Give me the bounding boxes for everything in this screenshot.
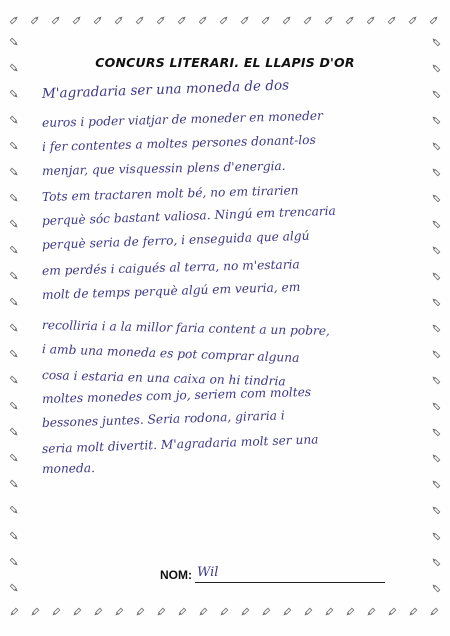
pencil-icon: [432, 246, 440, 254]
text-line: menjar, que visquessin plens d'energia.: [41, 158, 286, 178]
pencil-icon: [136, 16, 144, 24]
pencil-icon: [283, 16, 291, 24]
pencil-icon: [10, 142, 18, 150]
pencil-icon: [73, 608, 81, 616]
pencil-icon: [432, 220, 440, 228]
pencil-icon: [178, 16, 186, 24]
text-line: i fer contentes a moltes persones donant-los: [41, 132, 316, 154]
pencil-icon: [432, 506, 440, 514]
pencil-icon: [432, 272, 440, 280]
pencil-icon: [262, 608, 270, 616]
text-line: moltes monedes com jo, seriem com moltes: [41, 384, 312, 406]
pencil-icon: [388, 608, 396, 616]
pencil-icon: [10, 220, 18, 228]
pencil-icon: [31, 608, 39, 616]
pencil-icon: [432, 116, 440, 124]
pencil-icon: [241, 16, 249, 24]
name-value: Wil: [197, 565, 219, 580]
pencil-icon: [10, 194, 18, 202]
pencil-icon: [10, 90, 18, 98]
text-line: M'agradaria ser una moneda de dos: [41, 77, 290, 102]
pencil-icon: [220, 16, 228, 24]
pencil-icon: [10, 454, 18, 462]
pencil-icon: [432, 428, 440, 436]
text-line: perquè seria de ferro, i enseguida que algú: [41, 228, 310, 252]
pencil-icon: [10, 532, 18, 540]
pencil-icon: [10, 428, 18, 436]
pencil-icon: [10, 38, 18, 46]
text-line: molt de temps perquè algú em veuria, em: [41, 279, 301, 302]
pencil-icon: [10, 608, 18, 616]
pencil-icon: [325, 608, 333, 616]
text-line: recolliria i a la millor faria content a un pobre,: [41, 318, 331, 339]
pencil-icon: [432, 38, 440, 46]
pencil-icon: [432, 142, 440, 150]
pencil-icon: [432, 194, 440, 202]
pencil-icon: [432, 324, 440, 332]
pencil-icon: [10, 558, 18, 566]
pencil-icon: [409, 16, 417, 24]
pencil-icon: [157, 608, 165, 616]
pencil-icon: [94, 608, 102, 616]
pencil-icon: [10, 298, 18, 306]
text-line: em perdés i caigués al terra, no m'estaria: [41, 257, 300, 278]
pencil-icon: [199, 16, 207, 24]
pencil-icon: [432, 532, 440, 540]
pencil-icon: [304, 16, 312, 24]
pencil-icon: [283, 608, 291, 616]
pencil-icon: [10, 116, 18, 124]
pencil-icon: [10, 402, 18, 410]
pencil-icon: [10, 350, 18, 358]
pencil-icon: [52, 608, 60, 616]
pencil-icon: [432, 558, 440, 566]
text-line: Tots em tractaren molt bé, no em tirarien: [41, 183, 299, 204]
pencil-icon: [10, 246, 18, 254]
pencil-icon: [136, 608, 144, 616]
text-line: seria molt divertit. M'agradaria molt ser una: [41, 432, 319, 456]
pencil-icon: [199, 608, 207, 616]
pencil-icon: [325, 16, 333, 24]
pencil-icon: [432, 584, 440, 592]
pencil-icon: [115, 608, 123, 616]
text-line: euros i poder viatjar de moneder en moneder: [41, 108, 324, 130]
text-line: cosa i estaria en una caixa on hi tindria: [41, 368, 286, 389]
page-title: CONCURS LITERARI. EL LLAPIS D'OR: [95, 55, 355, 70]
text-line: perquè sóc bastant valiosa. Ningú em trencaria: [41, 203, 337, 228]
pencil-icon: [10, 506, 18, 514]
pencil-icon: [409, 608, 417, 616]
pencil-icon: [432, 402, 440, 410]
pencil-icon: [432, 454, 440, 462]
pencil-icon: [346, 608, 354, 616]
pencil-icon: [178, 608, 186, 616]
pencil-icon: [115, 16, 123, 24]
text-line: bessones juntes. Seria rodona, giraria i: [41, 408, 285, 430]
pencil-icon: [241, 608, 249, 616]
pencil-icon: [10, 272, 18, 280]
pencil-icon: [430, 16, 438, 24]
pencil-icon: [73, 16, 81, 24]
pencil-icon: [31, 16, 39, 24]
pencil-icon: [157, 16, 165, 24]
name-label: NOM:: [160, 568, 192, 582]
pencil-icon: [432, 480, 440, 488]
pencil-icon: [220, 608, 228, 616]
pencil-icon: [304, 608, 312, 616]
pencil-icon: [432, 298, 440, 306]
text-line: i amb una moneda es pot comprar alguna: [41, 342, 300, 365]
pencil-icon: [10, 376, 18, 384]
text-line: moneda.: [41, 461, 96, 476]
pencil-icon: [10, 584, 18, 592]
pencil-icon: [10, 168, 18, 176]
pencil-icon: [432, 90, 440, 98]
pencil-icon: [388, 16, 396, 24]
pencil-icon: [367, 608, 375, 616]
pencil-icon: [52, 16, 60, 24]
pencil-icon: [10, 480, 18, 488]
name-underline: [195, 582, 385, 583]
pencil-icon: [432, 376, 440, 384]
pencil-icon: [94, 16, 102, 24]
pencil-icon: [430, 608, 438, 616]
pencil-icon: [367, 16, 375, 24]
pencil-icon: [10, 16, 18, 24]
pencil-icon: [432, 350, 440, 358]
pencil-icon: [346, 16, 354, 24]
pencil-icon: [432, 168, 440, 176]
pencil-icon: [262, 16, 270, 24]
pencil-icon: [10, 324, 18, 332]
